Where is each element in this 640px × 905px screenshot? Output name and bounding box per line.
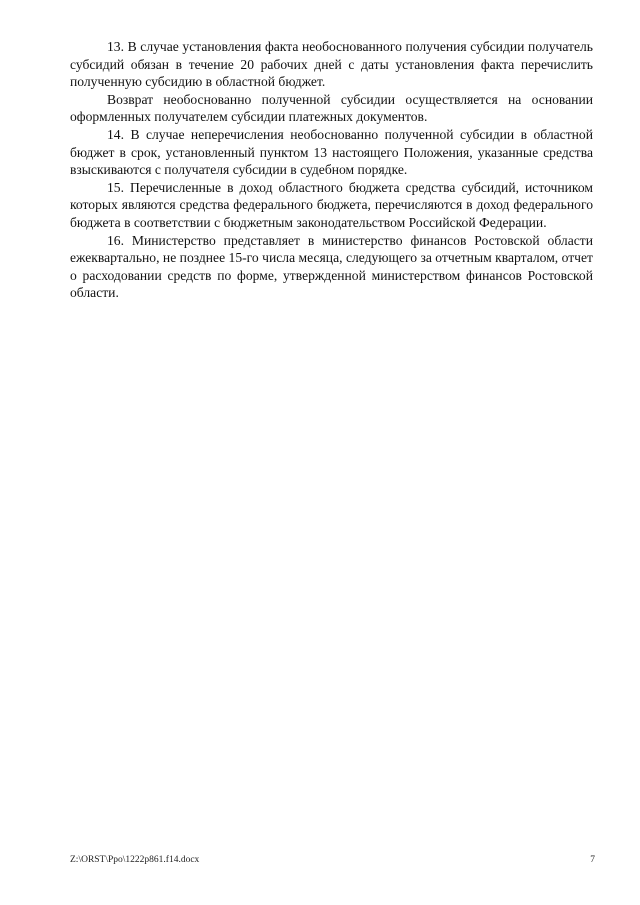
paragraph-15: 15. Перечисленные в доход областного бюджета средства субсидий, источником которых являются средства федерального бюджета, перечисляются в доход федерального бюджета в соответствии с бюджетным законодательством Российской Федерации. [70,179,593,230]
footer-page-number: 7 [590,855,595,865]
paragraph-16: 16. Министерство представляет в министерство финансов Ростовской области ежеквартально, не позднее 15-го числа месяца, следующего за отчетным кварталом, отчет о расходовании средств по форме, утвержденной министерством финансов Ростовской области. [70,232,593,301]
paragraph-13: 13. В случае установления факта необоснованного получения субсидии получатель субсидий обязан в течение 20 рабочих дней с даты установления факта перечислить полученную субсидию в областной бюджет. [70,39,593,90]
document-body [70,38,593,302]
paragraph-return: Возврат необоснованно полученной субсидии осуществляется на основании оформленных получателем субсидии платежных документов. [70,91,593,125]
paragraph-14: 14. В случае неперечисления необоснованно полученной субсидии в областной бюджет в срок, установленный пунктом 13 настоящего Положения, указанные средства взыскиваются с получателя субсидии в судебном порядке. [70,126,593,178]
footer-file-path: Z:\ORST\Ppo\1222p861.f14.docx [70,855,200,865]
